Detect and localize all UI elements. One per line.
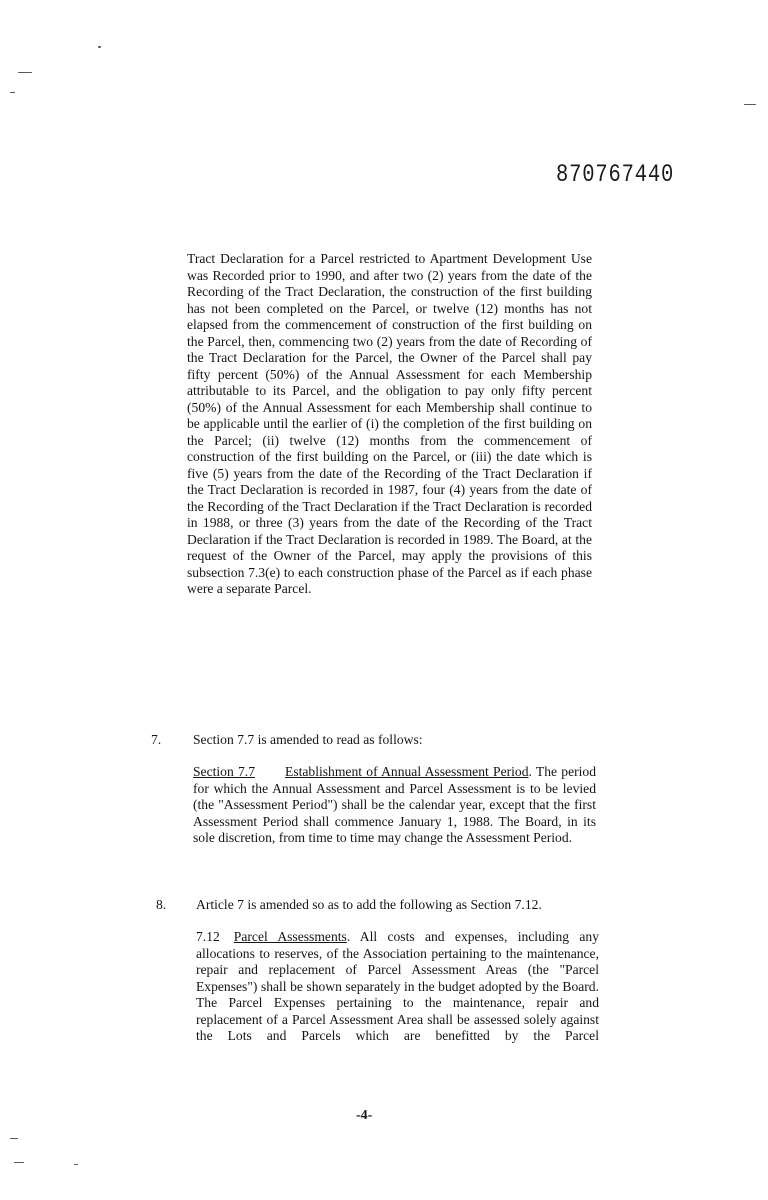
scan-speck — [10, 1138, 18, 1139]
page-number: -4- — [356, 1108, 373, 1123]
item-8-text: Article 7 is amended so as to add the following as Section 7.12. — [196, 897, 542, 912]
document-number: 870767440 — [556, 160, 675, 189]
continued-paragraph: Tract Declaration for a Parcel restricted to Apartment Development Use was Recorded prior to 1990, and after two (2) years from the date of the Recording of the Tract Declaration, the construction of the first building has not been completed on the Parcel, or twelve (12) months has not elapsed from the commencement of construction of the first building on the Parcel, then, commencing two (2) years from the date of Recording of the Tract Declaration for the Parcel, the Owner of the Parcel shall pay fifty percent (50%) of the Annual Assessment for each Membership attributable to its Parcel, and the obligation to pay only fifty percent (50%) of the Annual Assessment for each Membership shall continue to be applicable until the earlier of (i) the completion of the first building on the Parcel; (ii) twelve (12) months from the commencement of construction of the first building on the Parcel, or (iii) the date which is five (5) years from the date of the Recording of the Tract Declaration if the Tract Declaration is recorded in 1987, four (4) years from the date of the Recording of the Tract Declaration if the Tract Declaration is recorded in 1988, or three (3) years from the date of the Recording of the Tract Declaration if the Tract Declaration is recorded in 1989. The Board, at the request of the Owner of the Parcel, may apply the provisions of this subsection 7.3(e) to each construction phase of the Parcel as if each phase were a separate Parcel. — [187, 251, 592, 596]
scan-speck — [98, 46, 101, 48]
scan-speck — [74, 1164, 78, 1165]
section-7-12-paragraph — [196, 929, 599, 1045]
section-7-7-title: Establishment of Annual Assessment Period — [285, 764, 529, 779]
item-7-number: 7. — [151, 732, 162, 747]
section-7-7-body: . The period for which the Annual Assessment and Parcel Assessment is to be levied (the "Assessment Period") shall be the calendar year, except that the first Assessment Period shall commence January 1, 1988. The Board, in its sole discretion, from time to time may change the Assessment Period. — [193, 764, 597, 845]
scan-speck — [18, 72, 32, 73]
section-7-12-body: . All costs and expenses, including any allocations to reserves, of the Association pertaining to the maintenance, repair and replacement of Parcel Assessment Areas (the "Parcel Expenses") shall be shown separately in the budget adopted by the Board. The Parcel Expenses pertaining to the maintenance, repair and replacement of a Parcel Assessment Area shall be assessed solely against the Lots and Parcels which are benefitted by the Parcel — [196, 929, 599, 1043]
item-8-number: 8. — [156, 897, 167, 912]
scan-speck — [14, 1162, 24, 1163]
section-7-7-label: Section 7.7 — [193, 764, 256, 779]
section-7-12-label: 7.12 — [196, 929, 220, 944]
item-7-text: Section 7.7 is amended to read as follows: — [193, 732, 423, 747]
scan-speck — [744, 104, 756, 105]
section-7-12-title: Parcel Assessments — [233, 929, 347, 944]
section-7-7-paragraph — [193, 764, 596, 847]
scan-speck — [10, 92, 15, 93]
